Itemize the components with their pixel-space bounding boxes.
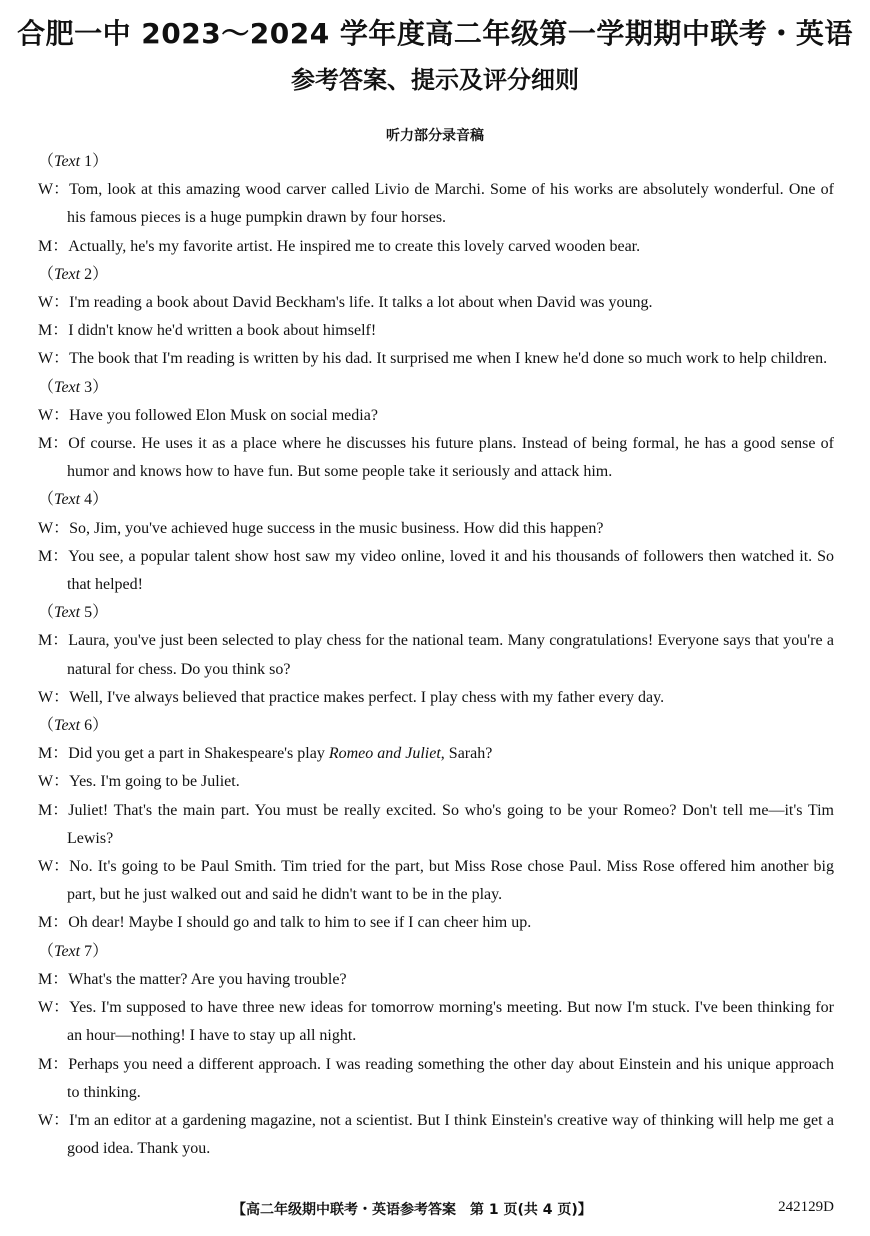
footer-page-info: 【高二年级期中联考・英语参考答案 第 1 页(共 4 页)】: [232, 1202, 592, 1218]
speaker-label: W：: [38, 181, 70, 199]
dialogue-text: The book that I'm reading is written by his dad. It surprised me when I knew he'd done so much work to help children.: [69, 350, 828, 368]
text-heading-number: 1）: [80, 153, 109, 170]
speaker-label: M：: [38, 1055, 69, 1073]
dialogue-line: [38, 853, 834, 909]
text-heading-open: （: [38, 153, 55, 170]
speaker-label: W：: [38, 350, 70, 368]
dialogue-line: [38, 430, 834, 486]
dialogue-text: I'm an editor at a gardening magazine, not a scientist. But I think Einstein's creative way of thinking will help me get a good idea. Thank you.: [67, 1111, 834, 1158]
speaker-label: W：: [38, 999, 70, 1017]
text-heading-number: 4）: [80, 491, 109, 509]
text-heading-open: （: [38, 491, 55, 509]
dialogue-line: [38, 684, 834, 712]
text-heading-label: Text: [54, 153, 81, 170]
dialogue-line: [38, 740, 834, 768]
dialogue-line: [38, 797, 834, 853]
speaker-label: M：: [38, 547, 69, 565]
speaker-label: W：: [38, 294, 70, 312]
dialogue-line: [38, 515, 834, 543]
dialogue-line: [38, 994, 834, 1050]
speaker-label: M：: [38, 237, 69, 255]
dialogue-text: Well, I've always believed that practice makes perfect. I play chess with my father every day.: [69, 688, 665, 706]
text-heading-label: Text: [54, 378, 81, 396]
speaker-label: M：: [38, 970, 69, 988]
page-title: 合肥一中 2023～2024 学年度高二年级第一学期期中联考・英语: [17, 17, 853, 50]
dialogue-line: [38, 1051, 834, 1107]
dialogue-line: [38, 1107, 834, 1163]
speaker-label: M：: [38, 801, 69, 819]
page-subtitle: 参考答案、提示及评分细则: [291, 66, 579, 94]
text-heading-number: 7）: [80, 942, 109, 960]
speaker-label: M：: [38, 322, 69, 340]
text-heading-label: Text: [54, 717, 81, 735]
text-heading-label: Text: [54, 942, 81, 960]
text-heading-open: （: [38, 717, 55, 735]
text-heading-open: （: [38, 378, 55, 396]
text-heading-open: （: [38, 942, 55, 960]
dialogue-text: What's the matter? Are you having trouble?: [68, 970, 347, 988]
text-heading-number: 3）: [80, 378, 109, 396]
dialogue-line: [38, 289, 834, 317]
dialogue-text: Laura, you've just been selected to play chess for the national team. Many congratulations! Everyone says that you're a natural for chess. Do you think so?: [67, 632, 834, 678]
dialogue-line: [38, 627, 834, 683]
dialogue-line: [38, 345, 834, 373]
dialogue-text: Tom, look at this amazing wood carver called Livio de Marchi. Some of his works are absolutely wonderful. One of his famous pieces is a huge pumpkin drawn by four horses.: [67, 181, 834, 227]
speaker-label: W：: [38, 519, 70, 537]
dialogue-text: Have you followed Elon Musk on social media?: [69, 406, 378, 424]
dialogue-text: Of course. He uses it as a place where he discusses his future plans. Instead of being formal, he has a good sense of humor and knows how to have fun. But some people take it seriously and attack him.: [67, 435, 834, 481]
speaker-label: W：: [38, 773, 70, 791]
dialogue-text: I'm reading a book about David Beckham's life. It talks a lot about when David was young.: [69, 294, 653, 312]
speaker-label: W：: [38, 858, 70, 876]
speaker-label: M：: [38, 745, 69, 763]
dialogue-text: Did you get a part in Shakespeare's play: [68, 745, 329, 763]
text-heading: [38, 938, 834, 966]
dialogue-text: Yes. I'm supposed to have three new ideas for tomorrow morning's meeting. But now I'm stuck. I've been thinking for an hour—nothing! I have to stay up all night.: [67, 999, 834, 1045]
text-heading: [38, 261, 834, 289]
text-heading-label: Text: [54, 265, 81, 283]
dialogue-text: Oh dear! Maybe I should go and talk to him to see if I can cheer him up.: [68, 914, 532, 932]
dialogue-text: You see, a popular talent show host saw my video online, loved it and his thousands of followers then watched it. So that helped!: [67, 547, 834, 594]
dialogue-text: Yes. I'm going to be Juliet.: [69, 773, 240, 791]
dialogue-text-after: , Sarah?: [440, 745, 493, 763]
speaker-label: M：: [38, 435, 69, 453]
text-heading: [38, 486, 834, 514]
speaker-label: W：: [38, 406, 70, 424]
text-heading-open: （: [38, 265, 55, 283]
text-heading: [38, 148, 834, 176]
dialogue-text: No. It's going to be Paul Smith. Tim tried for the part, but Miss Rose chose Paul. Miss Rose offered him another big part, but he just walked out and said he didn't want to be in the play.: [67, 858, 834, 904]
text-heading-label: Text: [54, 491, 81, 509]
dialogue-line: [38, 543, 834, 599]
speaker-label: M：: [38, 632, 69, 650]
speaker-label: W：: [38, 1111, 70, 1129]
text-heading: [38, 599, 834, 627]
dialogue-line: [38, 909, 834, 937]
play-title: Romeo and Juliet: [328, 745, 441, 763]
dialogue-line: [38, 317, 834, 345]
dialogue-line: [38, 233, 834, 261]
dialogue-text: So, Jim, you've achieved huge success in the music business. How did this happen?: [69, 519, 604, 537]
footer-code: 242129D: [778, 1199, 834, 1215]
text-heading-number: 2）: [80, 265, 109, 283]
dialogue-line: [38, 768, 834, 796]
text-heading: [38, 712, 834, 740]
text-heading-number: 5）: [80, 604, 109, 622]
dialogue-line: [38, 176, 834, 232]
text-heading-label: Text: [54, 604, 81, 622]
dialogue-text: Perhaps you need a different approach. I was reading something the other day about Einstein and his unique approach to thinking.: [67, 1055, 834, 1101]
section-title: 听力部分录音稿: [386, 128, 484, 144]
dialogue-text: I didn't know he'd written a book about himself!: [68, 322, 377, 340]
dialogue-line: [38, 966, 834, 994]
text-heading: [38, 374, 834, 402]
page-footer: [0, 1199, 870, 1223]
text-heading-open: （: [38, 604, 55, 622]
text-heading-number: 6）: [80, 717, 109, 735]
dialogue-line: [38, 402, 834, 430]
dialogue-text: Actually, he's my favorite artist. He inspired me to create this lovely carved wooden bear.: [68, 237, 641, 255]
dialogue-text: Juliet! That's the main part. You must be really excited. So who's going to be your Romeo? Don't tell me—it's Tim Lewis?: [67, 801, 834, 847]
speaker-label: M：: [38, 914, 69, 932]
listening-transcript: [38, 148, 834, 1163]
speaker-label: W：: [38, 688, 70, 706]
